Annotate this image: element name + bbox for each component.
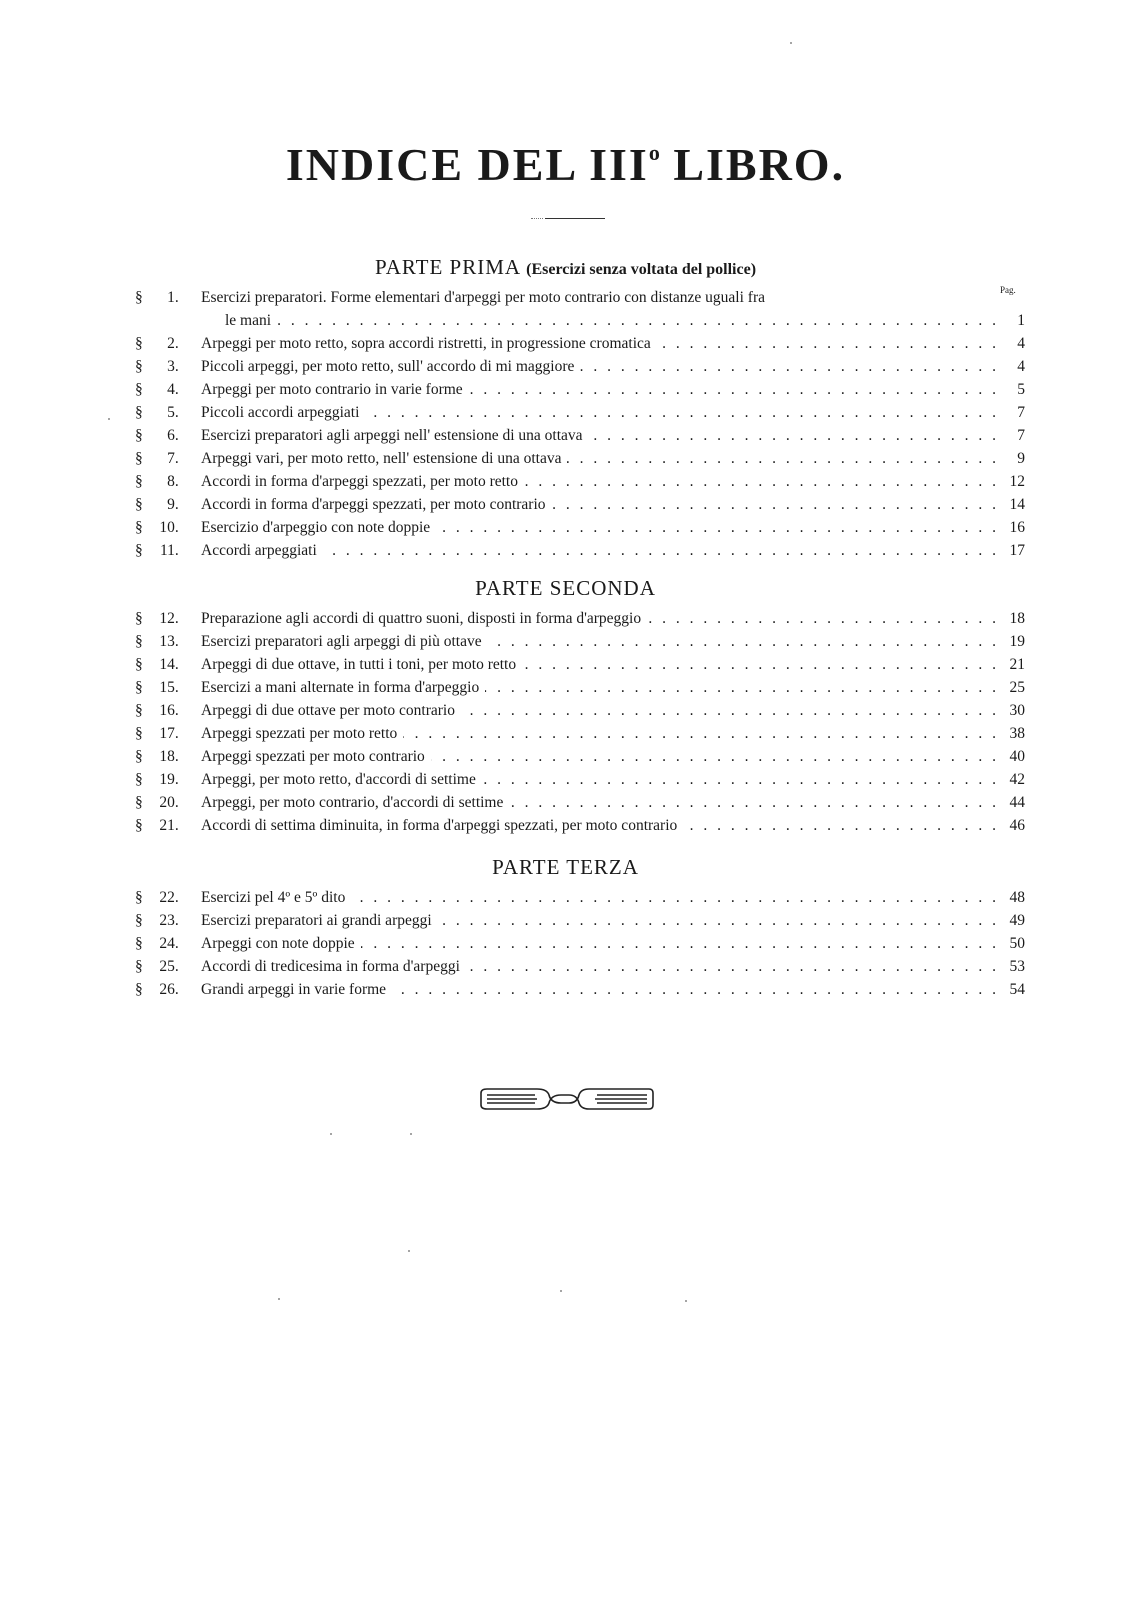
entry-title-wrap [201,424,999,447]
toc-entry [135,424,1025,447]
section-index: 3. [167,358,179,375]
section-number [135,653,195,676]
section-index: 22. [159,889,179,906]
section-number [135,470,195,493]
toc-entry [135,332,1025,355]
section-number [135,955,195,978]
section-symbol: § [135,771,143,788]
entry-title: Arpeggi per moto retto, sopra accordi ristretti, in progressione cromatica [201,335,657,352]
section-symbol: § [135,610,143,627]
entry-page-number: 4 [1017,358,1025,375]
entry-page-number: 30 [1009,702,1025,719]
section-number [135,768,195,791]
section-index: 11. [159,542,179,559]
section-index: 4. [167,381,179,398]
entry-page-number: 17 [1009,542,1025,559]
entry-title-wrap [201,630,999,653]
section-symbol: § [135,656,143,673]
toc-entry [135,630,1025,653]
entry-title: Esercizi a mani alternate in forma d'arpeggio [201,679,485,696]
toc-entry [135,653,1025,676]
toc-section-terza [135,886,1025,1001]
section-symbol: § [135,335,143,352]
section-symbol: § [135,542,143,559]
entry-title: Piccoli accordi arpeggiati [201,404,365,421]
toc-entry [135,978,1025,1001]
entry-title-wrap [201,516,999,539]
toc-entry [135,493,1025,516]
toc-entry [135,470,1025,493]
entry-title: Accordi di settima diminuita, in forma d'arpeggi spezzati, per moto contrario [201,817,683,834]
title-superscript: o [648,140,660,165]
toc-entry [135,791,1025,814]
toc-entry [135,378,1025,401]
entry-title-wrap [201,676,999,699]
section-number [135,378,195,401]
toc-entry [135,607,1025,630]
section-symbol: § [135,679,143,696]
entry-title: Arpeggi spezzati per moto contrario [201,748,431,765]
entry-title: Arpeggi, per moto contrario, d'accordi di settime [201,794,509,811]
entry-title-wrap [201,791,999,814]
toc-entry [135,886,1025,909]
paper-speck [410,1133,412,1135]
section-number [135,355,195,378]
entry-title-continuation: le mani [225,312,277,329]
toc-entry [135,768,1025,791]
paper-speck [790,42,792,44]
section-index: 26. [159,981,179,998]
section-symbol: § [135,450,143,467]
entry-page-number: 50 [1009,935,1025,952]
entry-page-number: 7 [1017,404,1025,421]
section-index: 20. [159,794,179,811]
entry-title: Piccoli arpeggi, per moto retto, sull' accordo di mi maggiore [201,358,580,375]
title-main: INDICE DEL III [285,139,649,190]
paper-speck [330,1133,332,1135]
entry-page-number: 38 [1009,725,1025,742]
toc-entry [135,516,1025,539]
section-index: 9. [167,496,179,513]
entry-page-number: 16 [1009,519,1025,536]
entry-page-number: 5 [1017,381,1025,398]
section-symbol: § [135,289,143,306]
part-heading-prima [0,255,1131,280]
section-number [135,286,195,309]
toc-entry [135,814,1025,837]
section-index: 5. [167,404,179,421]
section-symbol: § [135,427,143,444]
entry-page-number: 14 [1009,496,1025,513]
entry-title-wrap [201,722,999,745]
paper-speck [278,1298,280,1300]
section-index: 17. [159,725,179,742]
section-symbol: § [135,958,143,975]
section-symbol: § [135,702,143,719]
section-index: 12. [159,610,179,627]
part-subtitle: (Esercizi senza voltata del pollice) [526,261,757,278]
section-index: 6. [167,427,179,444]
entry-title: Arpeggi di due ottave per moto contrario [201,702,461,719]
section-symbol: § [135,358,143,375]
entry-page-number: 25 [1009,679,1025,696]
entry-title-wrap [201,768,999,791]
entry-title: Esercizi preparatori ai grandi arpeggi [201,912,438,929]
section-number [135,424,195,447]
entry-title: Accordi in forma d'arpeggi spezzati, per moto retto [201,473,524,490]
part-title: PARTE PRIMA [374,255,520,279]
toc-section-seconda [135,607,1025,837]
section-number [135,699,195,722]
entry-page-number: 54 [1009,981,1025,998]
entry-title: Accordi di tredicesima in forma d'arpeggi [201,958,466,975]
entry-title: Arpeggi, per moto retto, d'accordi di settime [201,771,482,788]
toc-entry [135,447,1025,470]
part-title: PARTE TERZA [492,855,639,879]
section-index: 8. [167,473,179,490]
entry-title: Accordi in forma d'arpeggi spezzati, per moto contrario [201,496,552,513]
section-symbol: § [135,912,143,929]
entry-title-wrap [201,978,999,1001]
section-symbol: § [135,817,143,834]
section-index: 2. [167,335,179,352]
section-number [135,676,195,699]
toc-entry [135,286,1025,309]
entry-title-wrap [201,653,999,676]
section-symbol: § [135,404,143,421]
entry-title-wrap [201,607,999,630]
section-symbol: § [135,725,143,742]
entry-title-wrap [201,745,999,768]
toc-entry [135,355,1025,378]
entry-title: Esercizi preparatori agli arpeggi di più ottave [201,633,488,650]
section-symbol: § [135,519,143,536]
part-heading-terza [0,855,1131,880]
entry-title-wrap [201,355,999,378]
entry-title-wrap [201,470,999,493]
section-index: 24. [159,935,179,952]
title-end: LIBRO. [659,139,846,190]
entry-page-number: 21 [1009,656,1025,673]
section-index: 7. [167,450,179,467]
entry-page-number: 9 [1017,450,1025,467]
entry-title-wrap [201,447,999,470]
entry-page-number: 4 [1017,335,1025,352]
section-number [135,909,195,932]
entry-page-number: 40 [1009,748,1025,765]
toc-section-prima [135,286,1025,562]
entry-page-number: 7 [1017,427,1025,444]
section-index: 1. [167,289,179,306]
section-number [135,722,195,745]
entry-title-wrap [201,332,999,355]
entry-title: Accordi arpeggiati [201,542,323,559]
section-number [135,607,195,630]
entry-title: Esercizi pel 4º e 5º dito [201,889,351,906]
entry-title: Arpeggi con note doppie [201,935,361,952]
toc-entry [135,909,1025,932]
section-number [135,814,195,837]
entry-title-wrap [201,932,999,955]
toc-entry [135,539,1025,562]
section-number [135,886,195,909]
entry-title-wrap [201,699,999,722]
title-divider [545,218,605,219]
section-number [135,447,195,470]
entry-title-wrap [201,909,999,932]
section-symbol: § [135,935,143,952]
entry-title-wrap [201,493,999,516]
entry-title-wrap [201,814,999,837]
paper-speck [685,1300,687,1302]
section-symbol: § [135,381,143,398]
entry-title: Esercizi preparatori. Forme elementari d'arpeggi per moto contrario con distanze uguali fra [201,289,771,306]
section-index: 25. [159,958,179,975]
paper-speck [560,1290,562,1292]
page-title [0,138,1131,191]
section-symbol: § [135,794,143,811]
entry-title: Esercizio d'arpeggio con note doppie [201,519,436,536]
entry-title-wrap [201,539,999,562]
entry-page-number: 46 [1009,817,1025,834]
entry-title-wrap [201,955,999,978]
entry-title: Arpeggi per moto contrario in varie forme [201,381,469,398]
part-heading-seconda [0,576,1131,601]
section-number [135,978,195,1001]
entry-page-number: 1 [1017,312,1025,329]
entry-page-number: 18 [1009,610,1025,627]
entry-title: Arpeggi di due ottave, in tutti i toni, per moto retto [201,656,522,673]
entry-page-number: 49 [1009,912,1025,929]
entry-page-number: 12 [1009,473,1025,490]
entry-page-number: 44 [1009,794,1025,811]
toc-entry [135,401,1025,424]
entry-title-wrap [225,309,999,332]
section-number [135,791,195,814]
section-index: 18. [159,748,179,765]
part-title: PARTE SECONDA [475,576,656,600]
entry-title-wrap [201,886,999,909]
section-symbol: § [135,748,143,765]
entry-title-wrap [201,286,999,309]
section-index: 15. [159,679,179,696]
entry-title-wrap [201,401,999,424]
section-symbol: § [135,633,143,650]
section-number [135,745,195,768]
section-index: 13. [159,633,179,650]
section-number [135,493,195,516]
entry-page-number: 19 [1009,633,1025,650]
paper-speck [408,1250,410,1252]
entry-page-number: 53 [1009,958,1025,975]
section-symbol: § [135,981,143,998]
toc-entry [135,932,1025,955]
entry-title: Esercizi preparatori agli arpeggi nell' estensione di una ottava [201,427,589,444]
entry-title: Grandi arpeggi in varie forme [201,981,392,998]
entry-title: Arpeggi vari, per moto retto, nell' estensione di una ottava [201,450,567,467]
section-symbol: § [135,496,143,513]
section-symbol: § [135,473,143,490]
section-index: 23. [159,912,179,929]
toc-entry [135,955,1025,978]
section-number [135,516,195,539]
entry-title: Arpeggi spezzati per moto retto [201,725,403,742]
section-number [135,932,195,955]
decorative-ornament [477,1085,657,1113]
toc-entry [135,699,1025,722]
section-number [135,630,195,653]
section-number [135,539,195,562]
toc-entry [135,676,1025,699]
entry-page-number: 42 [1009,771,1025,788]
section-index: 10. [159,519,179,536]
section-index: 14. [159,656,179,673]
paper-speck [108,418,110,420]
toc-entry [135,745,1025,768]
toc-entry-continuation [135,309,1025,332]
toc-entry [135,722,1025,745]
section-symbol: § [135,889,143,906]
entry-title: Preparazione agli accordi di quattro suoni, disposti in forma d'arpeggio [201,610,647,627]
page-column-label: Pag. [1000,285,1016,295]
entry-title-wrap [201,378,999,401]
entry-page-number: 48 [1009,889,1025,906]
section-index: 19. [159,771,179,788]
section-index: 21. [159,817,179,834]
section-number [135,401,195,424]
section-index: 16. [159,702,179,719]
section-number [135,332,195,355]
